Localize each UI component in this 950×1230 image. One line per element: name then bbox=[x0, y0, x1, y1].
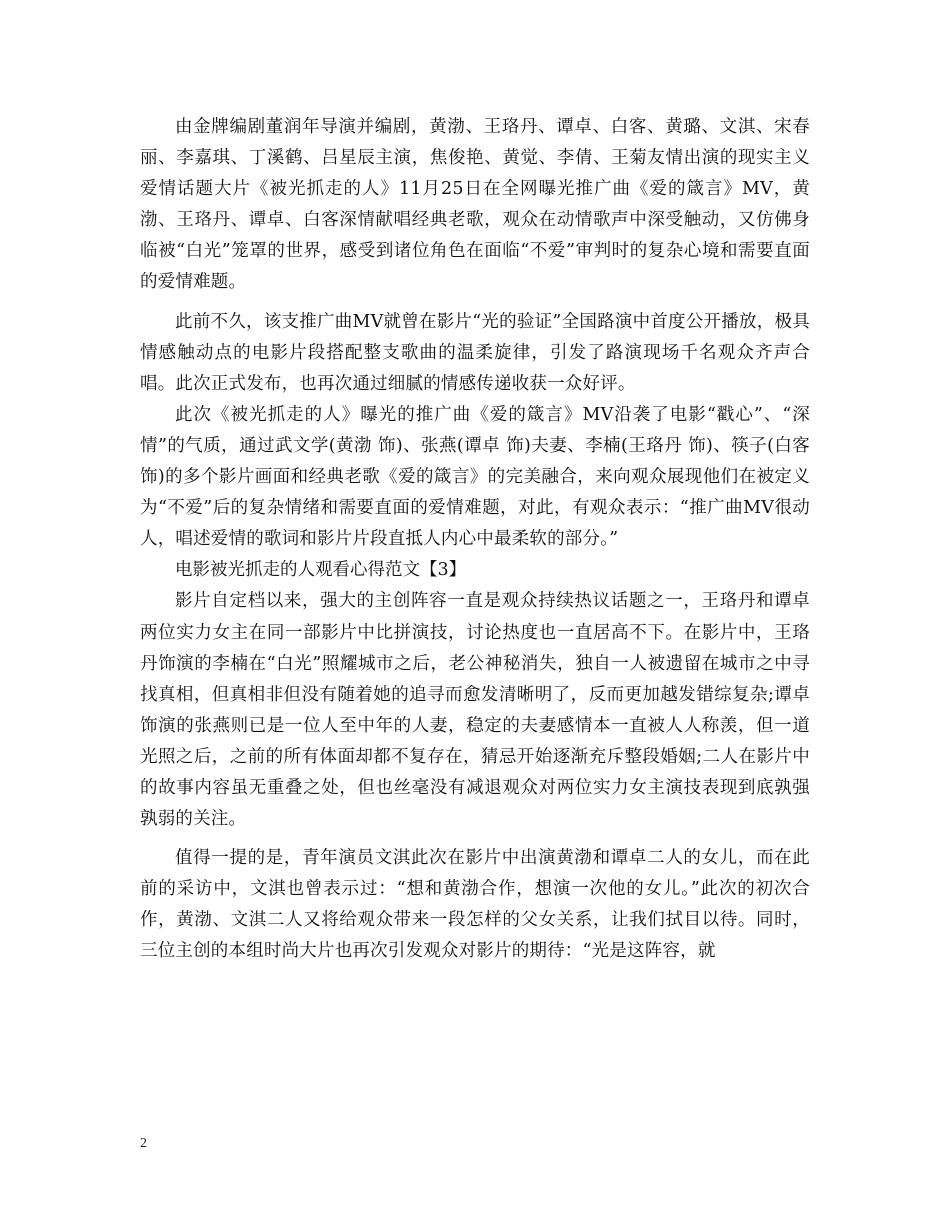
section-heading: 电影被光抓走的人观看心得范文【3】 bbox=[175, 560, 467, 581]
paragraph-5: 值得一提的是，青年演员文淇此次在影片中出演黄渤和谭卓二人的女儿，而在此前的采访中，文淇也曾表示过：“想和黄渤合作，想演一次他的女儿。”此次的初次合作，黄渤、文淇二人又将给观众带来一段怎样的父女关系，让我们拭目以待。同时，三位主创的本组时尚大片也再次引发观众对影片的期待：“光是这阵容，就 bbox=[140, 848, 810, 962]
paragraph-4: 影片自定档以来，强大的主创阵容一直是观众持续热议话题之一，王珞丹和谭卓两位实力女主在同一部影片中比拼演技，讨论热度也一直居高不下。在影片中，王珞丹饰演的李楠在“白光”照耀城市之后，老公神秘消失，独自一人被遗留在城市之中寻找真相，但真相非但没有随着她的追寻而愈发清晰明了，反而更加越发错综复杂;谭卓饰演的张燕则已是一位人至中年的人妻，稳定的夫妻感情本一直被人人称羡，但一道光照之后，之前的所有体面却都不复存在，猜忌开始逐渐充斥整段婚姻;二人在影片中的故事内容虽无重叠之处，但也丝毫没有减退观众对两位实力女主演技表现到底孰强孰弱的关注。 bbox=[140, 591, 810, 830]
paragraph-2: 此前不久，该支推广曲MV就曾在影片“光的验证”全国路演中首度公开播放，极具情感触动点的电影片段搭配整支歌曲的温柔旋律，引发了路演现场千名观众齐声合唱。此次正式发布，也再次通过细腻的情感传递收获一众好评。 bbox=[140, 311, 810, 394]
paragraph-3: 此次《被光抓走的人》曝光的推广曲《爱的箴言》MV沿袭了电影“戳心”、“深情”的气质，通过武文学(黄渤 饰)、张燕(谭卓 饰)夫妻、李楠(王珞丹 饰)、筷子(白客 饰)的多个影片画面和经典老歌《爱的箴言》的完美融合，来向观众展现他们在被定义为“不爱”后的复杂情绪和需要直面的爱情难题，对此，有观众表示：“推广曲MV很动人，唱述爱情的歌词和影片片段直抵人内心中最柔软的部分。” bbox=[140, 404, 811, 550]
page-number: 2 bbox=[140, 1136, 147, 1151]
document-body bbox=[140, 112, 810, 968]
paragraph-1: 由金牌编剧董润年导演并编剧，黄渤、王珞丹、谭卓、白客、黄璐、文淇、宋春丽、李嘉琪、丁溪鹤、吕星辰主演，焦俊艳、黄觉、李倩、王菊友情出演的现实主义爱情话题大片《被光抓走的人》11月25日在全网曝光推广曲《爱的箴言》MV，黄渤、王珞丹、谭卓、白客深情献唱经典老歌，观众在动情歌声中深受触动，又仿佛身临被“白光”笼罩的世界，感受到诸位角色在面临“不爱”审判时的复杂心境和需要直面的爱情难题。 bbox=[140, 117, 810, 293]
